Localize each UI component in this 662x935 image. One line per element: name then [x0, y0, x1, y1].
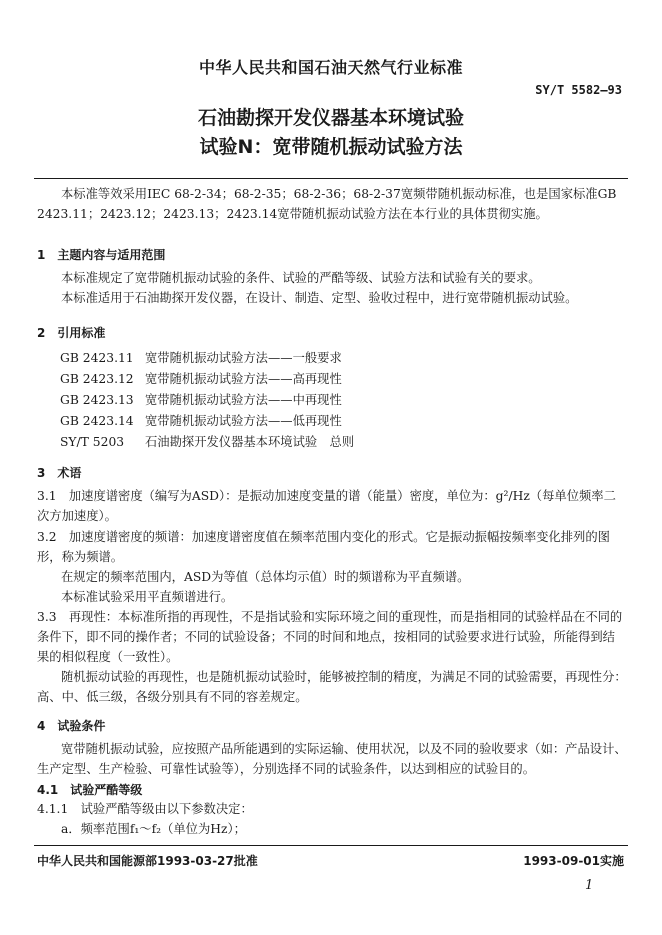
- section-1-paragraph-2: 本标准适用于石油勘探开发仪器，在设计、制造、定型、验收过程中，进行宽带随机振动试验。: [61, 291, 578, 305]
- reference-code: GB 2423.14: [60, 414, 134, 428]
- reference-item: [60, 432, 354, 450]
- section-1-paragraph-1: 本标准规定了宽带随机振动试验的条件、试验的严酷等级、试验方法和试验有关的要求。: [61, 271, 541, 285]
- section-4-heading: 4 试验条件: [37, 719, 106, 733]
- term-3-2-note-1: 在规定的频率范围内，ASD为等值（总体均示值）时的频谱称为平直频谱。: [61, 570, 470, 584]
- reference-code: GB 2423.12: [60, 372, 134, 386]
- standard-code: SY/T 5582—93: [535, 83, 622, 97]
- bottom-divider: [34, 845, 628, 846]
- reference-item: [60, 369, 342, 387]
- page-number: 1: [585, 878, 594, 893]
- reference-item: [60, 411, 342, 429]
- reference-item: [60, 390, 342, 408]
- term-3-2: 3.2 加速度谱密度的频谱：加速度谱密度值在频率范围内变化的形式。它是振动振幅按频率变化排列的图形，称为频谱。: [37, 530, 610, 564]
- reference-title: 宽带随机振动试验方法——一般要求: [145, 351, 342, 365]
- reference-code: GB 2423.13: [60, 393, 134, 407]
- top-divider: [34, 178, 628, 179]
- reference-code: SY/T 5203: [60, 435, 125, 449]
- section-3-heading: 3 术语: [37, 466, 82, 480]
- section-4-1-heading: 4.1 试验严酷等级: [37, 783, 143, 797]
- reference-title: 石油勘探开发仪器基本环境试验 总则: [145, 435, 355, 449]
- term-3-1: 3.1 加速度谱密度（编写为ASD）：是振动加速度变量的谱（能量）密度，单位为：g²/Hz（每单位频率二次方加速度）。: [37, 489, 616, 523]
- document-title-line2: 试验N：宽带随机振动试验方法: [199, 136, 463, 158]
- document-title-line1: 石油勘探开发仪器基本环境试验: [197, 107, 464, 129]
- reference-title: 宽带随机振动试验方法——中再现性: [145, 393, 342, 407]
- term-3-2-note-2: 本标准试验采用平直频谱进行。: [61, 590, 234, 604]
- approval-date: 中华人民共和国能源部1993-03-27批准: [37, 854, 258, 868]
- term-3-3: 3.3 再现性：本标准所指的再现性，不是指试验和实际环境之间的重现性，而是指相同的试验样品在不同的条件下，即不同的操作者；不同的试验设备；不同的时间和地点，按相同的试验要求进行试验，所能得到结果的相似程度（一致性）。: [37, 610, 623, 664]
- section-1-heading: 1 主题内容与适用范围: [37, 248, 166, 262]
- term-3-3-note: 随机振动试验的再现性，也是随机振动试验时，能够被控制的精度，为满足不同的试验需要，再现性分：高、中、低三级，各级分别具有不同的容差规定。: [37, 670, 627, 704]
- clause-4-1-1: 4.1.1 试验严酷等级由以下参数决定：: [37, 802, 253, 816]
- reference-code: GB 2423.11: [60, 351, 134, 365]
- clause-item-a: a．频率范围f₁～f₂（单位为Hz）；: [61, 822, 246, 836]
- standard-category-title: 中华人民共和国石油天然气行业标准: [198, 58, 463, 77]
- section-2-heading: 2 引用标准: [37, 326, 106, 340]
- intro-paragraph: 本标准等效采用IEC 68-2-34；68-2-35；68-2-36；68-2-37宽频带随机振动标准，也是国家标准GB 2423.11；2423.12；2423.13；2423.14宽带随机振动试验方法在本行业的具体贯彻实施。: [37, 187, 617, 221]
- implementation-date: 1993-09-01实施: [523, 854, 624, 868]
- reference-title: 宽带随机振动试验方法——高再现性: [145, 372, 342, 386]
- section-4-paragraph: 宽带随机振动试验，应按照产品所能遇到的实际运输、使用状况，以及不同的验收要求（如：产品设计、生产定型、生产检验、可靠性试验等），分别选择不同的试验条件，以达到相应的试验目的。: [37, 742, 627, 776]
- reference-item: [60, 348, 342, 366]
- reference-title: 宽带随机振动试验方法——低再现性: [145, 414, 342, 428]
